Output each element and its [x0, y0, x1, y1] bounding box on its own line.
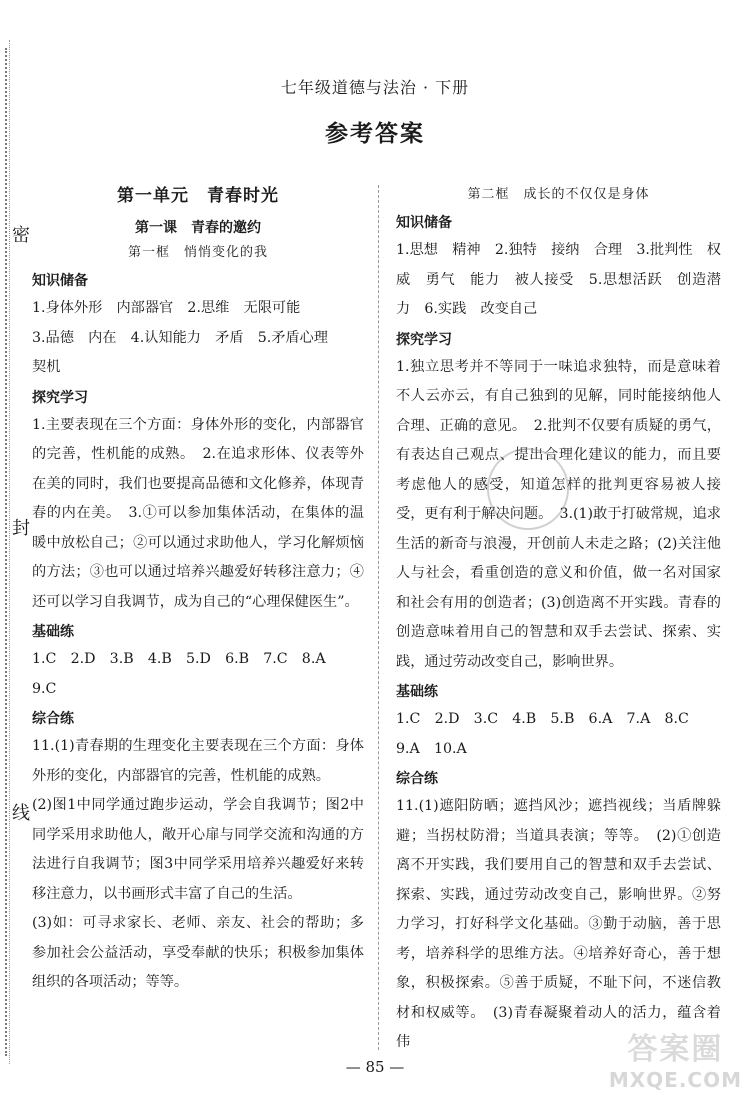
right-content [396, 210, 721, 1058]
page-number: — 85 — [345, 1058, 405, 1076]
answer-paragraph: (3)如：可寻求家长、老师、亲友、社会的帮助；多参加社会公益活动，享受奉献的快乐；积极参加集体组织的各项活动；等等。 [32, 915, 364, 990]
binding-dotted-line [5, 48, 7, 1056]
page-title: 参考答案 [325, 120, 425, 147]
watermark-url: MXQE.COM [608, 1068, 742, 1092]
subject-header: 七年级道德与法治 · 下册 [280, 78, 470, 97]
answer-paragraph: 1.C 2.D 3.C 4.B 5.B 6.A 7.A 8.C [396, 711, 689, 727]
binding-char-xian: 线 [12, 800, 30, 828]
column-divider [378, 185, 379, 1050]
section-heading: 探究学习 [32, 389, 88, 406]
frame-title: 第一框 悄悄变化的我 [127, 245, 268, 260]
section-heading: 知识储备 [396, 215, 452, 231]
unit-title: 第一单元 青春时光 [117, 186, 279, 206]
answer-paragraph: 11.(1)遮阳防晒；遮挡风沙；遮挡视线；当盾牌躲避；当拐杖防滑；当道具表演；等等。 (2)①创造离不开实践，我们要用自己的智慧和双手去尝试、探索、实践，通过劳动改变自己，影响世界。②努力学习，打好科学文化基础。③勤于动脑，善于思考，培养科学的思维方法。④培养好奇心，善于想象，积极探索。⑤善于质疑，不耻下问，不迷信教材和权威等。 (3)青春凝聚着动人的活力，蕴含着伟 [396, 798, 721, 1050]
answer-paragraph: 9.C [32, 680, 57, 697]
faint-stamp [487, 448, 569, 530]
binding-char-mi: 密 [12, 222, 30, 250]
section-heading: 知识储备 [32, 273, 88, 289]
answer-paragraph: 1.C 2.D 3.B 4.B 5.D 6.B 7.C 8.A [32, 651, 326, 667]
section-heading: 综合练 [32, 711, 74, 727]
binding-margin [0, 0, 30, 1104]
answer-paragraph: 契机 [32, 359, 61, 375]
left-column [32, 182, 364, 998]
section-heading: 探究学习 [396, 331, 452, 348]
answer-paragraph: 9.A 10.A [396, 740, 467, 757]
section-heading: 基础练 [32, 624, 74, 640]
watermark-logo [609, 1024, 742, 1092]
left-content [32, 268, 364, 998]
binding-char-feng: 封 [12, 515, 30, 543]
right-column [396, 182, 721, 1058]
answer-paragraph: 1.身体外形 内部器官 2.思维 无限可能 [32, 300, 301, 316]
answer-paragraph: 3.品德 内在 4.认知能力 矛盾 5.矛盾心理 [32, 329, 328, 346]
answer-paragraph: 1.主要表现在三个方面：身体外形的变化，内部器官的完善，性机能的成熟。 2.在追求形体、仪表等外在美的同时，我们也要提高品德和文化修养，体现青春的内在美。 3.①可以参加集体活动，在集体的温暖中放松自己；②可以通过求助他人，学习化解烦恼的方法；③也可以通过培养兴趣爱好转移注意力；④还可以学习自我调节，成为自己的“心理保健医生”。 [32, 416, 364, 610]
watermark-top: 答案圈 [627, 1032, 724, 1067]
answer-paragraph: 1.独立思考并不等同于一味追求独特，而是意味着不人云亦云，有自己独到的见解，同时能接纳他人合理、正确的意见。 2.批判不仅要有质疑的勇气，有表达自己观点、提出合理化建议的能力，而且要考虑他人的感受，知道怎样的批判更容易被人接受，更有利于解决问题。 3.(1)敢于打破常规，追求生活的新奇与浪漫，开创前人未走之路；(2)关注他人与社会，看重创造的意义和价值，做一名对国家和社会有用的创造者；(3)创造离不开实践。青春的创造意味着用自己的智慧和双手去尝试、探索、实践，通过劳动改变自己，影响世界。 [396, 358, 721, 670]
lesson-title: 第一课 青春的邀约 [135, 220, 261, 236]
section-heading: 综合练 [396, 771, 438, 787]
answer-paragraph: 1.思想 精神 2.独特 接纳 合理 3.批判性 权威 勇气 能力 被人接受 5.思想活跃 创造潜力 6.实践 改变自己 [396, 242, 721, 317]
section-heading: 基础练 [396, 684, 438, 700]
answer-paragraph: (2)图1中同学通过跑步运动，学会自我调节；图2中同学采用求助他人，敞开心扉与同学交流和沟通的方法进行自我调节；图3中同学采用培养兴趣爱好来转移注意力，以书画形式丰富了自己的生活。 [32, 797, 364, 902]
binding-dotted-line-inner [9, 40, 10, 1064]
frame-title-2: 第二框 成长的不仅仅是身体 [467, 187, 650, 202]
answer-paragraph: 11.(1)青春期的生理变化主要表现在三个方面：身体外形的变化，内部器官的完善，性机能的成熟。 [32, 738, 364, 784]
